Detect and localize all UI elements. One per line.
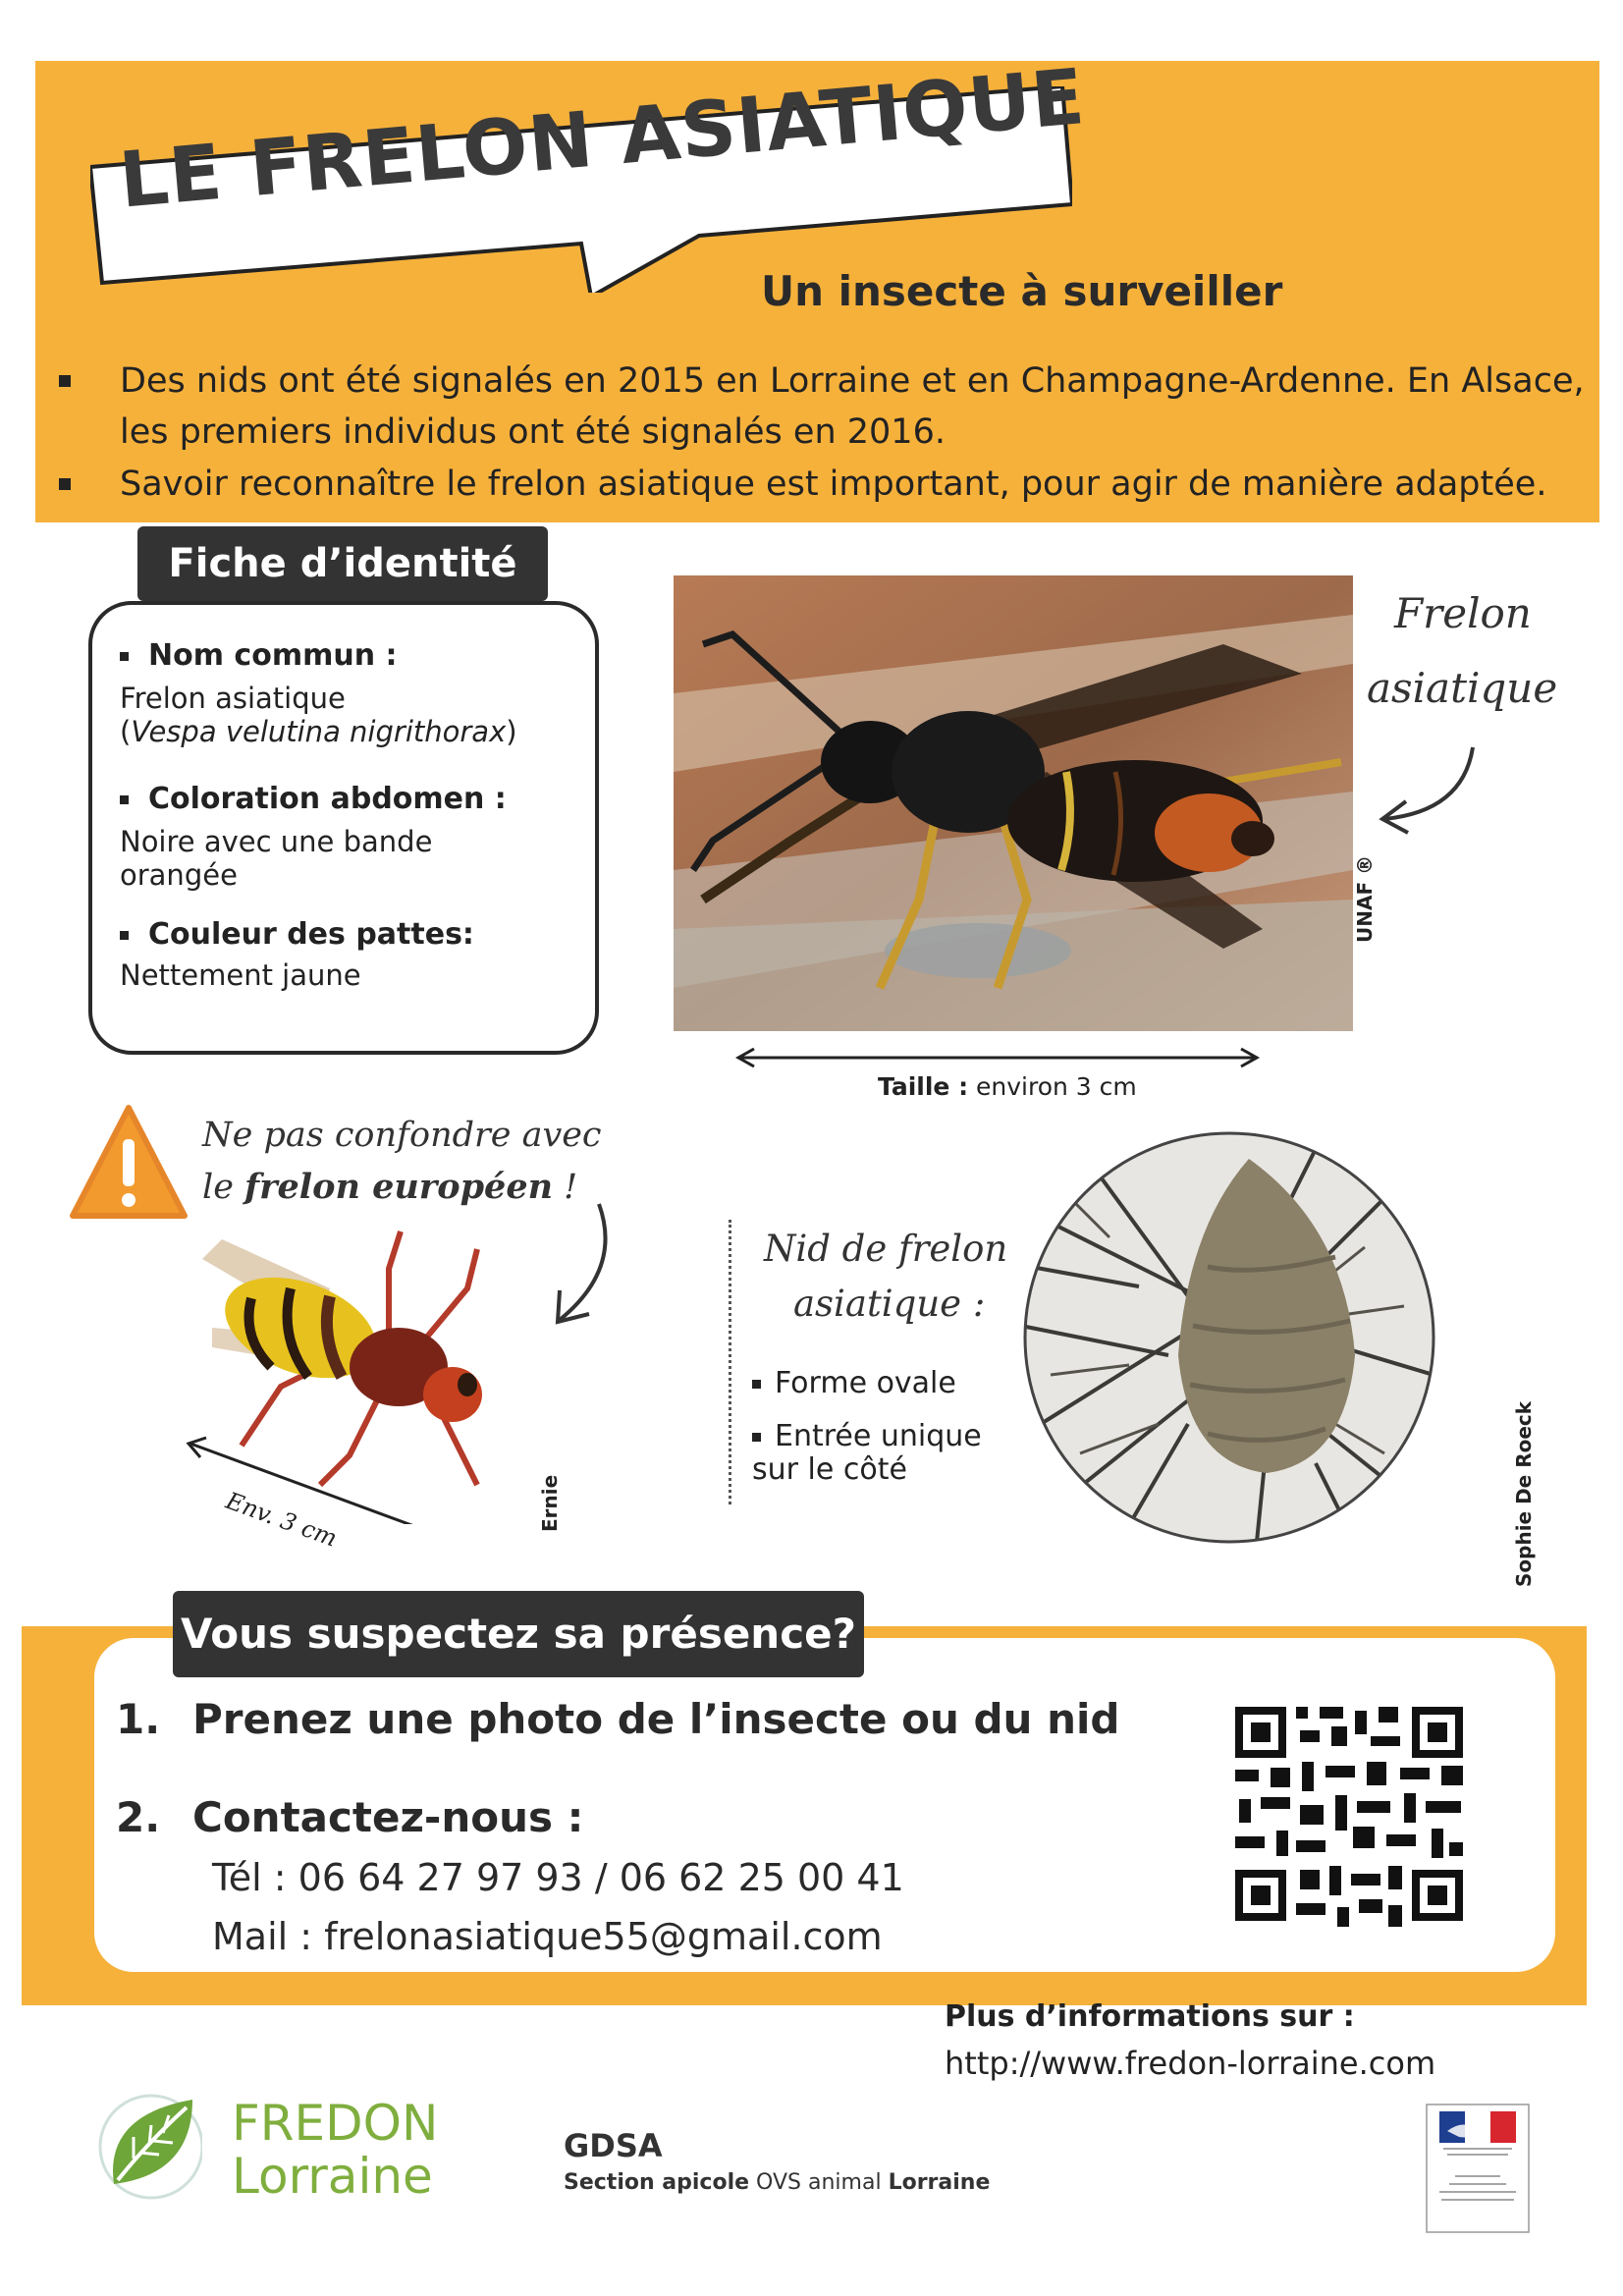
fredon-logo-region: Lorraine [232, 2148, 433, 2205]
page-subtitle: Un insecte à surveiller [761, 267, 1283, 315]
bullet-text: Savoir reconnaître le frelon asiatique est important, pour agir de manière adaptée. [120, 465, 1547, 504]
bullet-square-icon [120, 652, 129, 661]
bullet-text: Des nids ont été signalés en 2015 en Lorraine et en Champagne-Ardenne. En Alsace, les premiers individus ont été signalés en 2016. [120, 361, 1585, 452]
identity-value: Noire avec une bande orangée [120, 825, 433, 892]
warning-text-prefix: le [202, 1168, 245, 1207]
european-hornet-photo [183, 1230, 536, 1524]
nest-item [752, 1420, 982, 1487]
asian-hornet-label: Frelon [1394, 589, 1532, 637]
warning-text [202, 1167, 577, 1207]
identity-heading [120, 782, 507, 816]
identity-heading-text: Nom commun : [148, 638, 398, 673]
nest-item-text: sur le côté [752, 1452, 907, 1487]
header-bullet [59, 355, 1610, 458]
paren-close: ) [506, 715, 517, 748]
warning-text-bold: frelon européen [244, 1167, 554, 1207]
warning-icon [69, 1102, 189, 1224]
photo-credit: Sophie De Roeck [1512, 1400, 1536, 1587]
identity-heading-text: Couleur des pattes: [148, 917, 474, 952]
step-number: 1. [116, 1695, 161, 1743]
warning-text: Ne pas confondre avec [202, 1116, 602, 1155]
bullet-square-icon [120, 931, 129, 940]
bullet-square-icon [752, 1433, 761, 1442]
curved-arrow-icon [540, 1200, 628, 1338]
size-caption: Env. 3 cm [222, 1487, 341, 1553]
nest-item-text: Forme ovale [775, 1366, 956, 1400]
identity-card [88, 601, 599, 1055]
gdsa-sub-bold: Section apicole [564, 2170, 750, 2195]
size-caption-label: Taille : [878, 1072, 969, 1101]
bullet-square-icon [120, 795, 129, 804]
bullet-square-icon [59, 478, 71, 490]
page-title: LE FRELON ASIATIQUE [116, 53, 1089, 226]
prefet-logo [1426, 2104, 1530, 2233]
contact-label: Vous suspectez sa présence? [173, 1591, 864, 1677]
identity-value: Nettement jaune [120, 958, 361, 992]
identity-heading [120, 638, 398, 673]
step-text: Prenez une photo de l’insecte ou du nid [192, 1695, 1120, 1743]
step-number: 2. [116, 1793, 161, 1841]
gdsa-sub-bold: Lorraine [888, 2170, 991, 2195]
nest-item [752, 1367, 956, 1400]
email-address[interactable]: Mail : frelonasiatique55@gmail.com [212, 1915, 883, 1958]
gdsa-sub-text: OVS animal [749, 2170, 889, 2195]
step-text: Contactez-nous : [192, 1793, 584, 1841]
more-info-label: Plus d’informations sur : [945, 1999, 1355, 2034]
website-link[interactable]: http://www.fredon-lorraine.com [945, 2045, 1436, 2082]
contact-step [116, 1695, 1119, 1743]
dotted-divider [729, 1220, 731, 1504]
asian-hornet-label: asiatique [1367, 664, 1558, 712]
bullet-square-icon [59, 375, 71, 387]
bullet-square-icon [752, 1380, 761, 1389]
nest-title: Nid de frelon [764, 1228, 1008, 1270]
common-name: Frelon asiatique [120, 682, 346, 715]
latin-name-line [120, 715, 571, 748]
fredon-logo-name: FREDON [232, 2095, 439, 2152]
warning-text-suffix: ! [553, 1168, 578, 1207]
paren-open: ( [120, 715, 132, 748]
asian-hornet-photo [674, 575, 1353, 1031]
identity-label: Fiche d’identité [137, 526, 548, 601]
nest-photo [1021, 1129, 1437, 1546]
identity-value [120, 682, 571, 748]
phone-number[interactable]: Tél : 06 64 27 97 93 / 06 62 25 00 41 [212, 1856, 904, 1899]
curved-arrow-icon [1365, 742, 1483, 841]
nest-item-text: Entrée unique [775, 1419, 982, 1453]
photo-credit: Ernie [538, 1474, 562, 1532]
fredon-leaf-logo [94, 2086, 202, 2206]
photo-credit: UNAF ® [1353, 854, 1377, 943]
qr-code[interactable] [1231, 1703, 1467, 1933]
latin-name: Vespa velutina nigrithorax [131, 715, 507, 748]
size-arrow-icon [734, 1043, 1261, 1072]
identity-heading [120, 917, 474, 952]
gdsa-subtitle [564, 2170, 990, 2195]
contact-step [116, 1793, 583, 1841]
header-bullet [59, 459, 1610, 510]
gdsa-title: GDSA [564, 2127, 663, 2164]
nest-title: asiatique : [793, 1283, 986, 1325]
size-caption-value: environ 3 cm [968, 1072, 1137, 1101]
size-caption [878, 1072, 1137, 1101]
identity-heading-text: Coloration abdomen : [148, 782, 507, 816]
